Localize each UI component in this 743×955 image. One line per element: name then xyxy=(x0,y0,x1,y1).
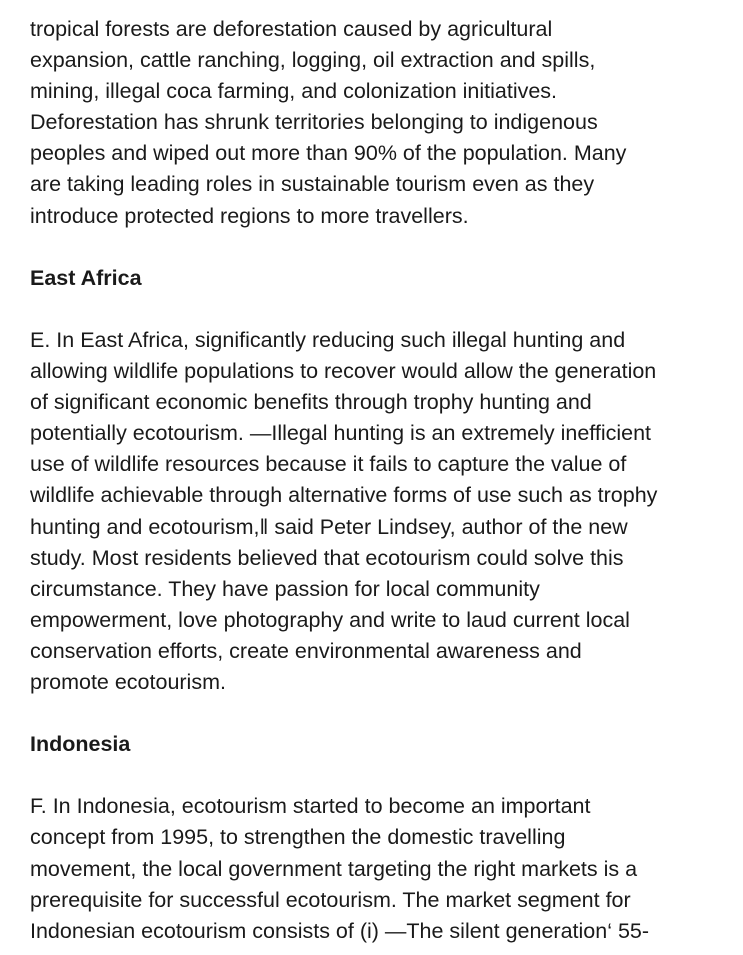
text-line: movement, the local government targeting the right markets is a xyxy=(30,856,638,881)
text-line: peoples and wiped out more than 90% of the population. Many xyxy=(30,141,627,166)
paragraph-gap xyxy=(30,294,730,325)
text-line: F. In Indonesia, ecotourism started to become an important xyxy=(30,794,591,819)
text-line: empowerment, love photography and write to laud current local xyxy=(30,607,630,632)
text-line: circumstance. They have passion for local community xyxy=(30,576,540,601)
paragraph-gap xyxy=(30,698,730,729)
paragraph-east-africa xyxy=(30,325,730,698)
text-line: hunting and ecotourism,‖ said Peter Lindsey, author of the new xyxy=(30,514,628,539)
text-line: of significant economic benefits through trophy hunting and xyxy=(30,390,592,415)
text-line: prerequisite for successful ecotourism. The market segment for xyxy=(30,887,631,912)
text-line: are taking leading roles in sustainable tourism even as they xyxy=(30,172,595,197)
text-line: E. In East Africa, significantly reducing such illegal hunting and xyxy=(30,327,626,352)
document-page xyxy=(30,14,730,947)
section-heading-east-africa: East Africa xyxy=(30,265,142,290)
paragraph-indonesia xyxy=(30,791,730,946)
text-line: Deforestation has shrunk territories belonging to indigenous xyxy=(30,110,598,135)
text-line: Indonesian ecotourism consists of (i) —The silent generation‘ 55- xyxy=(30,918,650,943)
section-heading-indonesia: Indonesia xyxy=(30,732,131,757)
text-line: concept from 1995, to strengthen the domestic travelling xyxy=(30,825,566,850)
text-line: allowing wildlife populations to recover would allow the generation xyxy=(30,359,657,384)
paragraph-gap xyxy=(30,232,730,263)
text-line: tropical forests are deforestation caused by agricultural xyxy=(30,17,553,41)
text-line: use of wildlife resources because it fails to capture the value of xyxy=(30,452,627,477)
text-line: wildlife achievable through alternative forms of use such as trophy xyxy=(30,483,658,508)
text-line: study. Most residents believed that ecotourism could solve this xyxy=(30,545,624,570)
paragraph-deforestation xyxy=(30,14,730,232)
paragraph-gap xyxy=(30,760,730,791)
text-line: introduce protected regions to more travellers. xyxy=(30,203,469,228)
text-line: conservation efforts, create environmental awareness and xyxy=(30,638,582,663)
text-line: mining, illegal coca farming, and colonization initiatives. xyxy=(30,79,558,104)
text-line: potentially ecotourism. —Illegal hunting is an extremely inefficient xyxy=(30,421,652,446)
text-line: expansion, cattle ranching, logging, oil extraction and spills, xyxy=(30,48,596,73)
text-line: promote ecotourism. xyxy=(30,669,226,694)
